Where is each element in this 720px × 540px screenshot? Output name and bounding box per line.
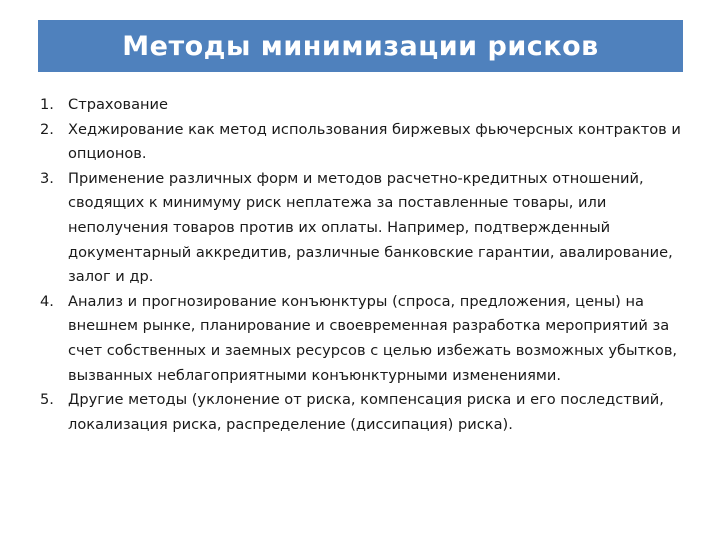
list-item-text: Страхование	[68, 96, 169, 113]
list-item	[40, 118, 690, 167]
list-item-text: Хеджирование как метод использования биржевых фьючерсных контрактов и опционов.	[68, 120, 681, 163]
title-bar	[38, 20, 683, 72]
methods-list	[40, 93, 690, 437]
list-item-number: 2.	[40, 120, 54, 138]
list-item-text: Другие методы (уклонение от риска, компенсация риска и его последствий, локализация риска, распределение (диссипация) риска).	[68, 391, 664, 433]
list-item-text: Анализ и прогнозирование конъюнктуры (спроса, предложения, цены) на внешнем рынке, планирование и своевременная разработка мероприятий за счет собственных и заемных ресурсов с целью избежать возможных убытков, вызванных неблагоприятными конъюнктурными изменениями.	[68, 292, 678, 384]
list-item-number: 1.	[40, 96, 54, 113]
list-item-text: Применение различных форм и методов расчетно-кредитных отношений, сводящих к минимуму риск неплатежа за поставленные товары, или неполучения товаров против их оплаты. Например, подтвержденный документарный аккредитив, различные банковские гарантии, авалирование, залог и др.	[68, 169, 673, 286]
list-item-number: 5.	[40, 391, 54, 409]
list-item	[40, 93, 690, 118]
list-item-number: 4.	[40, 292, 54, 310]
slide-title: Методы минимизации рисков	[122, 30, 599, 62]
list-item-number: 3.	[40, 169, 54, 187]
list-item	[40, 290, 690, 388]
list-item	[40, 167, 690, 290]
list-item	[40, 388, 690, 437]
